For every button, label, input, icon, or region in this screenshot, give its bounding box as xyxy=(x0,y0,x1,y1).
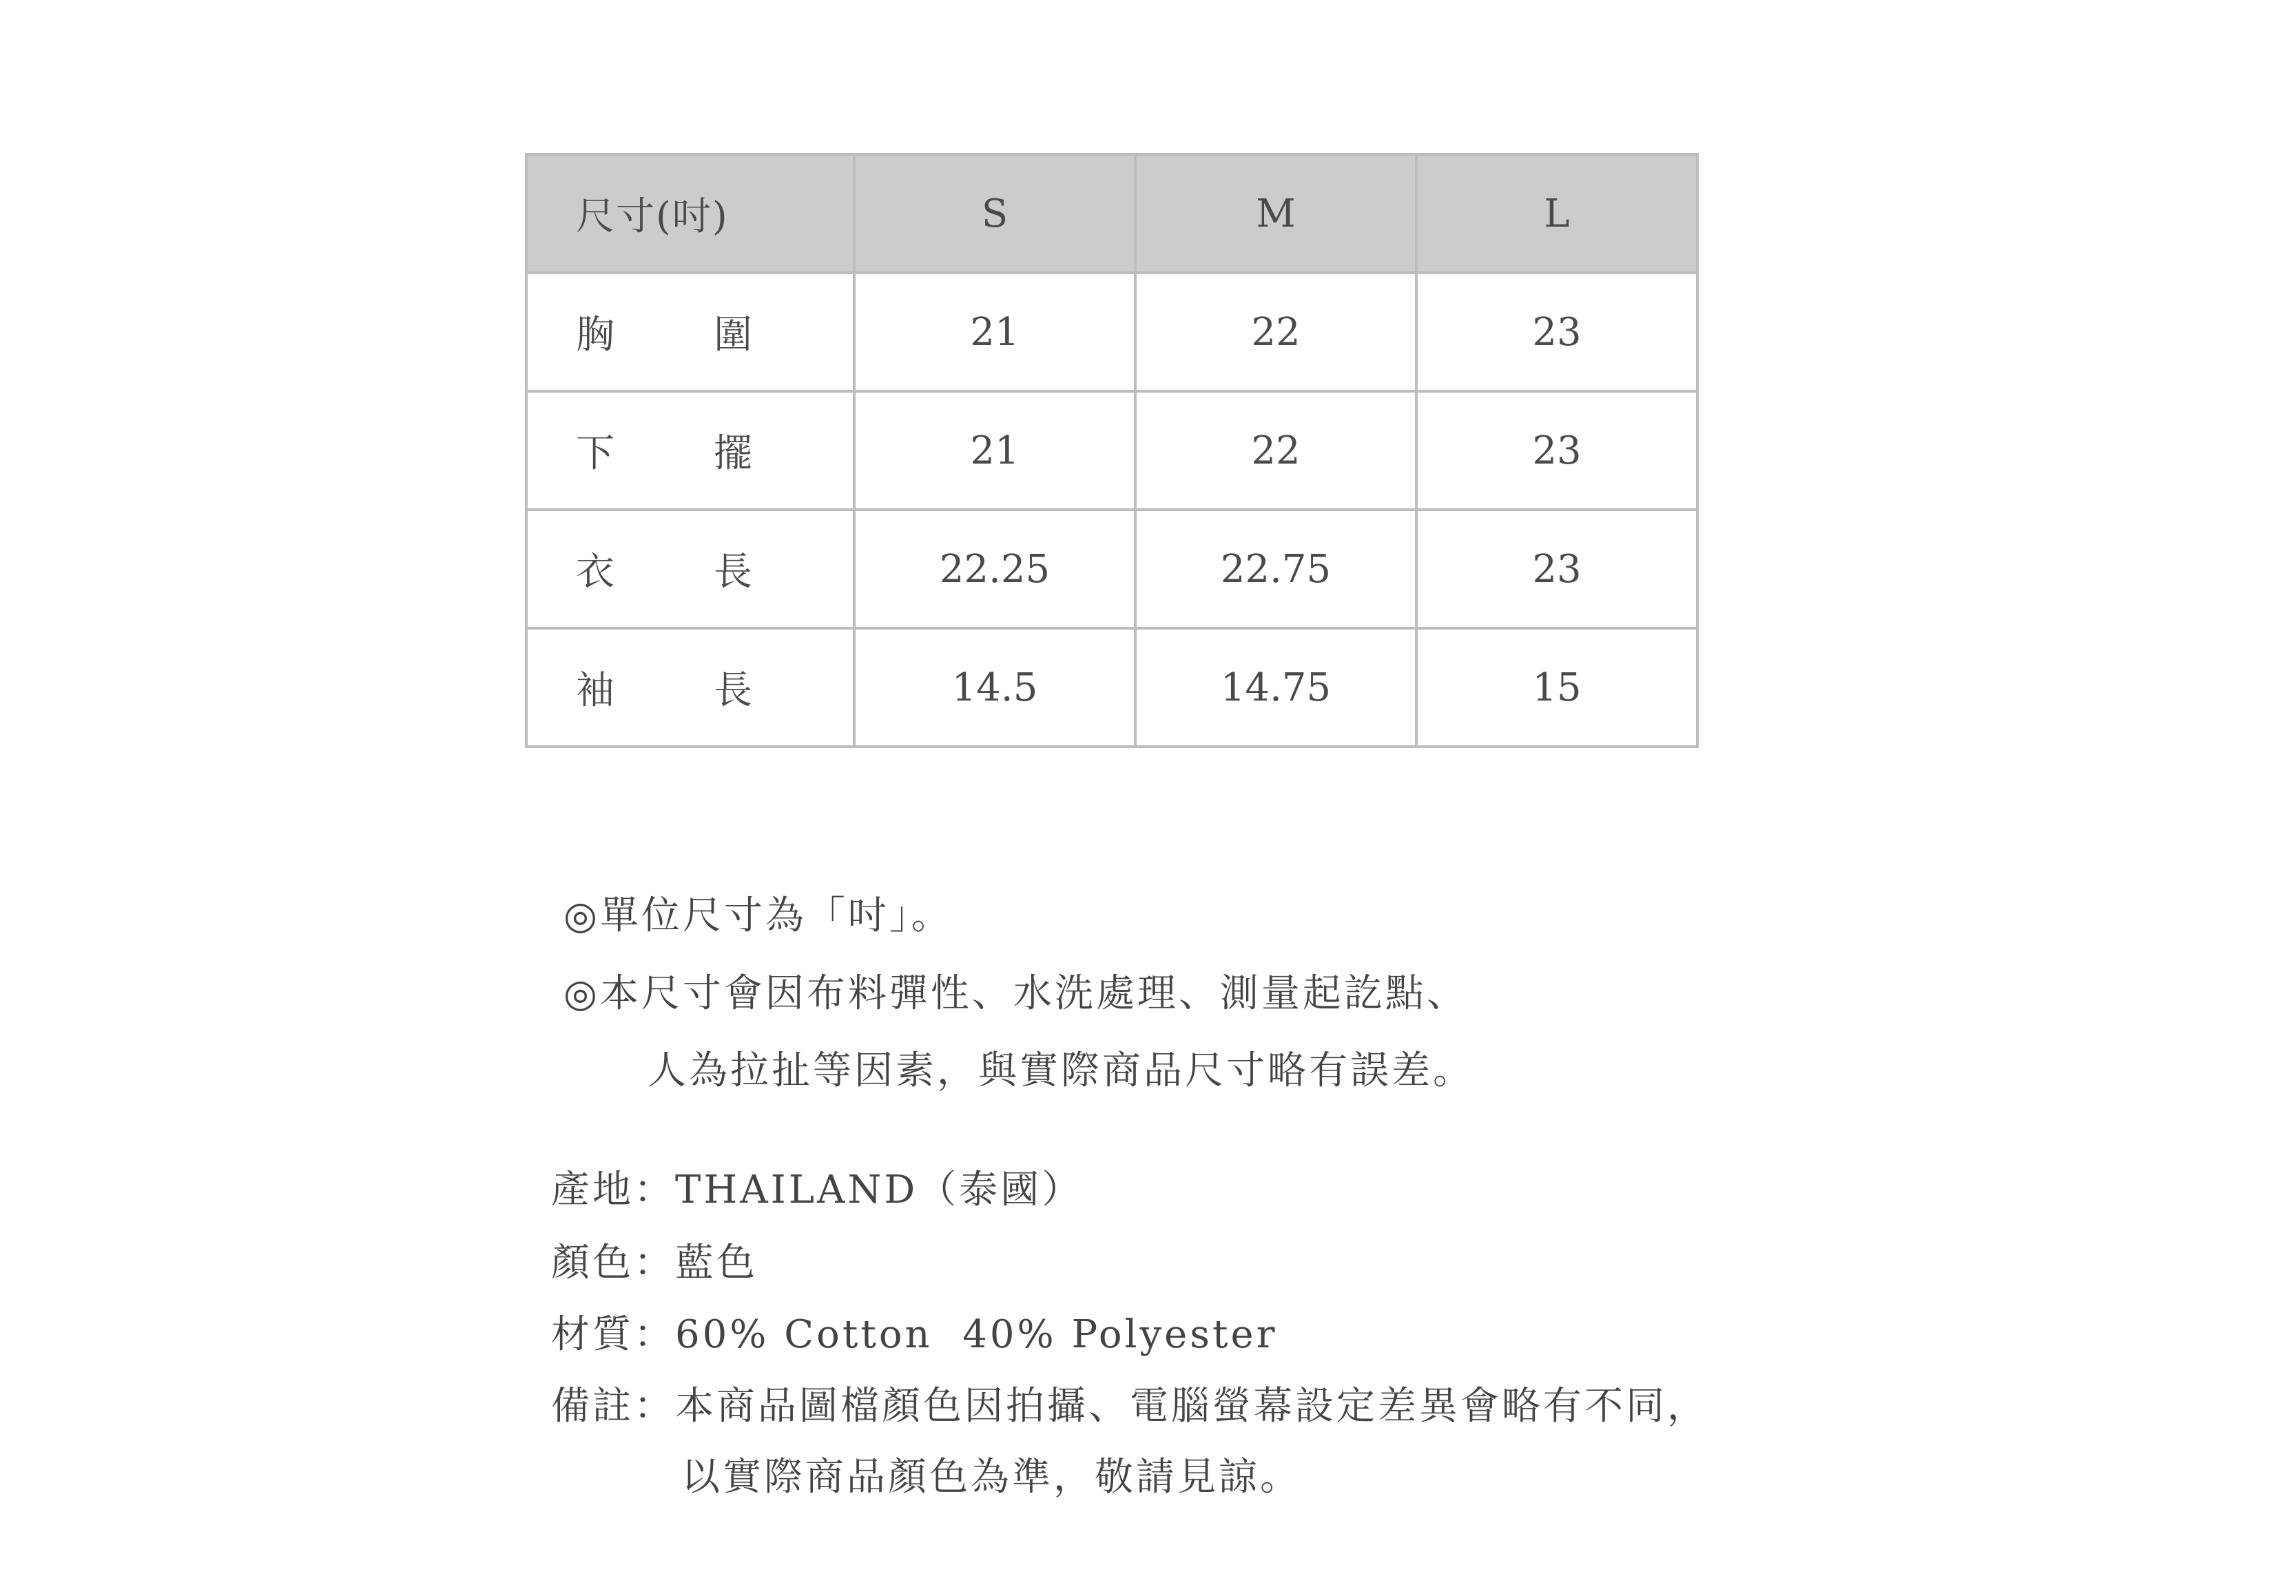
table-header-row xyxy=(526,154,1697,273)
color-value: 藍色 xyxy=(675,1241,758,1285)
row-label-sleeve xyxy=(526,628,854,747)
origin-label: 產地： xyxy=(551,1168,675,1212)
color-row xyxy=(551,1232,758,1287)
cell-hem-s: 21 xyxy=(854,391,1135,510)
color-label: 顏色： xyxy=(551,1241,675,1285)
label-char: 下 xyxy=(576,431,614,476)
label-char: 圍 xyxy=(714,313,752,357)
remark-row xyxy=(551,1376,1708,1431)
note-unit: ◎單位尺寸為「吋」。 xyxy=(563,893,953,938)
cell-length-s: 22.25 xyxy=(854,510,1135,628)
cell-length-m: 22.75 xyxy=(1135,510,1416,628)
label-char: 胸 xyxy=(576,313,614,357)
cell-length-l: 23 xyxy=(1416,510,1697,628)
origin-value: THAILAND（泰國） xyxy=(675,1168,1084,1212)
row-label-length xyxy=(526,510,854,628)
material-label: 材質： xyxy=(551,1312,675,1357)
cell-chest-l: 23 xyxy=(1416,273,1697,391)
origin-row xyxy=(551,1159,1083,1214)
header-size-unit: 尺寸(吋) xyxy=(526,154,854,273)
cell-sleeve-l: 15 xyxy=(1416,628,1697,747)
header-size-m: M xyxy=(1135,154,1416,273)
note-variance-line1: ◎本尺寸會因布料彈性、水洗處理、測量起訖點、 xyxy=(563,971,1468,1016)
table-row-hem xyxy=(526,391,1697,510)
header-size-s: S xyxy=(854,154,1135,273)
table-row-sleeve xyxy=(526,628,1697,747)
cell-chest-m: 22 xyxy=(1135,273,1416,391)
material-row xyxy=(551,1304,1277,1359)
label-char: 袖 xyxy=(576,668,614,713)
header-size-l: L xyxy=(1416,154,1697,273)
cell-sleeve-s: 14.5 xyxy=(854,628,1135,747)
table-row-length xyxy=(526,510,1697,628)
cell-sleeve-m: 14.75 xyxy=(1135,628,1416,747)
label-char: 長 xyxy=(714,668,752,713)
size-chart-table xyxy=(525,153,1699,748)
cell-chest-s: 21 xyxy=(854,273,1135,391)
label-char: 長 xyxy=(714,550,752,594)
note-variance-line2: 人為拉扯等因素，與實際商品尺寸略有誤差。 xyxy=(648,1048,1474,1093)
row-label-chest xyxy=(526,273,854,391)
remark-line2: 以實際商品顏色為準，敬請見諒。 xyxy=(681,1455,1301,1500)
remark-label: 備註： xyxy=(551,1384,675,1429)
label-char: 衣 xyxy=(576,550,614,594)
remark-line1: 本商品圖檔顏色因拍攝、電腦螢幕設定差異會略有不同， xyxy=(675,1384,1708,1429)
table-row-chest xyxy=(526,273,1697,391)
cell-hem-l: 23 xyxy=(1416,391,1697,510)
row-label-hem xyxy=(526,391,854,510)
material-value: 60% Cotton 40% Polyester xyxy=(675,1312,1278,1357)
label-char: 擺 xyxy=(714,431,752,476)
cell-hem-m: 22 xyxy=(1135,391,1416,510)
